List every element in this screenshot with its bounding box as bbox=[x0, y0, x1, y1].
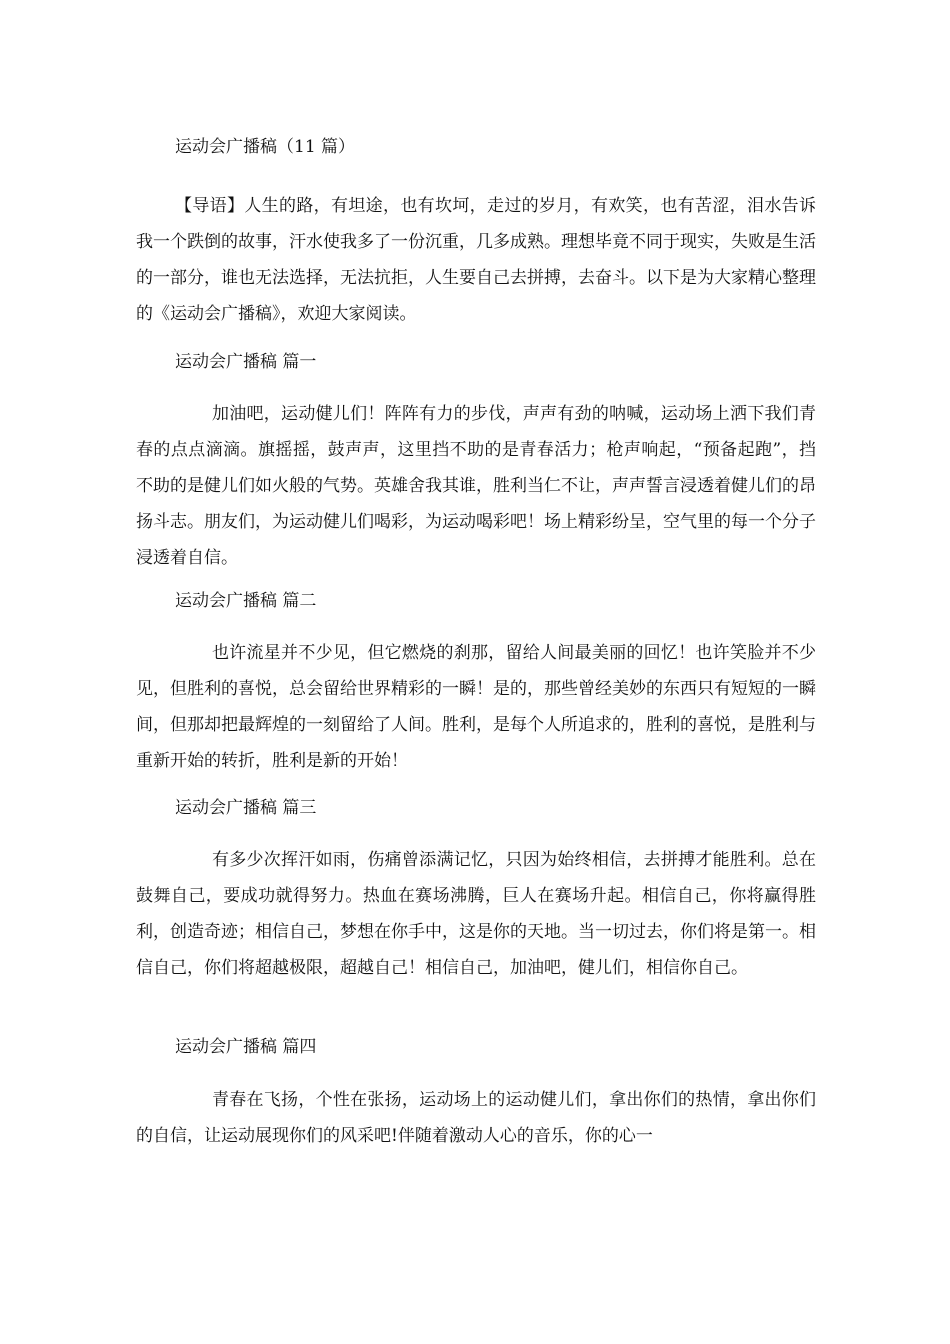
section-body-2: 也许流星并不少见，但它燃烧的刹那，留给人间最美丽的回忆！也许笑脸并不少见，但胜利的喜悦，总会留给世界精彩的一瞬！是的，那些曾经美妙的东西只有短短的一瞬间，但那却把最辉煌的一刻留给了人间。胜利，是每个人所追求的，胜利的喜悦，是胜利与重新开始的转折，胜利是新的开始！ bbox=[136, 643, 816, 771]
section-heading-3: 运动会广播稿 篇三 bbox=[175, 798, 317, 818]
section-body-4: 青春在飞扬，个性在张扬，运动场上的运动健儿们，拿出你们的热情，拿出你们的自信，让运动展现你们的风采吧!伴随着激动人心的音乐，你的心一 bbox=[136, 1090, 816, 1146]
intro-paragraph: 【导语】人生的路，有坦途，也有坎坷，走过的岁月，有欢笑，也有苦涩，泪水告诉我一个跌倒的故事，汗水使我多了一份沉重，几多成熟。理想毕竟不同于现实，失败是生活的一部分，谁也无法选择，无法抗拒，人生要自己去拼搏，去奋斗。以下是为大家精心整理的《运动会广播稿》，欢迎大家阅读。 bbox=[136, 196, 816, 324]
section-heading-4: 运动会广播稿 篇四 bbox=[175, 1037, 317, 1057]
section-body-3: 有多少次挥汗如雨，伤痛曾添满记忆，只因为始终相信，去拼搏才能胜利。总在鼓舞自己，要成功就得努力。热血在赛场沸腾，巨人在赛场升起。相信自己，你将赢得胜利，创造奇迹；相信自己，梦想在你手中，这是你的天地。当一切过去，你们将是第一。相信自己，你们将超越极限，超越自己！相信自己，加油吧，健儿们，相信你自己。 bbox=[136, 850, 816, 978]
section-heading-1: 运动会广播稿 篇一 bbox=[175, 352, 317, 372]
section-body-1: 加油吧，运动健儿们！阵阵有力的步伐，声声有劲的呐喊，运动场上洒下我们青春的点点滴滴。旗摇摇，鼓声声，这里挡不助的是青春活力；枪声响起，“预备起跑”，挡不助的是健儿们如火般的气势。英雄舍我其谁，胜利当仁不让，声声誓言浸透着健儿们的昂扬斗志。朋友们，为运动健儿们喝彩，为运动喝彩吧！场上精彩纷呈，空气里的每一个分子浸透着自信。 bbox=[136, 404, 816, 568]
document-title: 运动会广播稿（11 篇） bbox=[175, 137, 356, 157]
section-heading-2: 运动会广播稿 篇二 bbox=[175, 591, 317, 611]
